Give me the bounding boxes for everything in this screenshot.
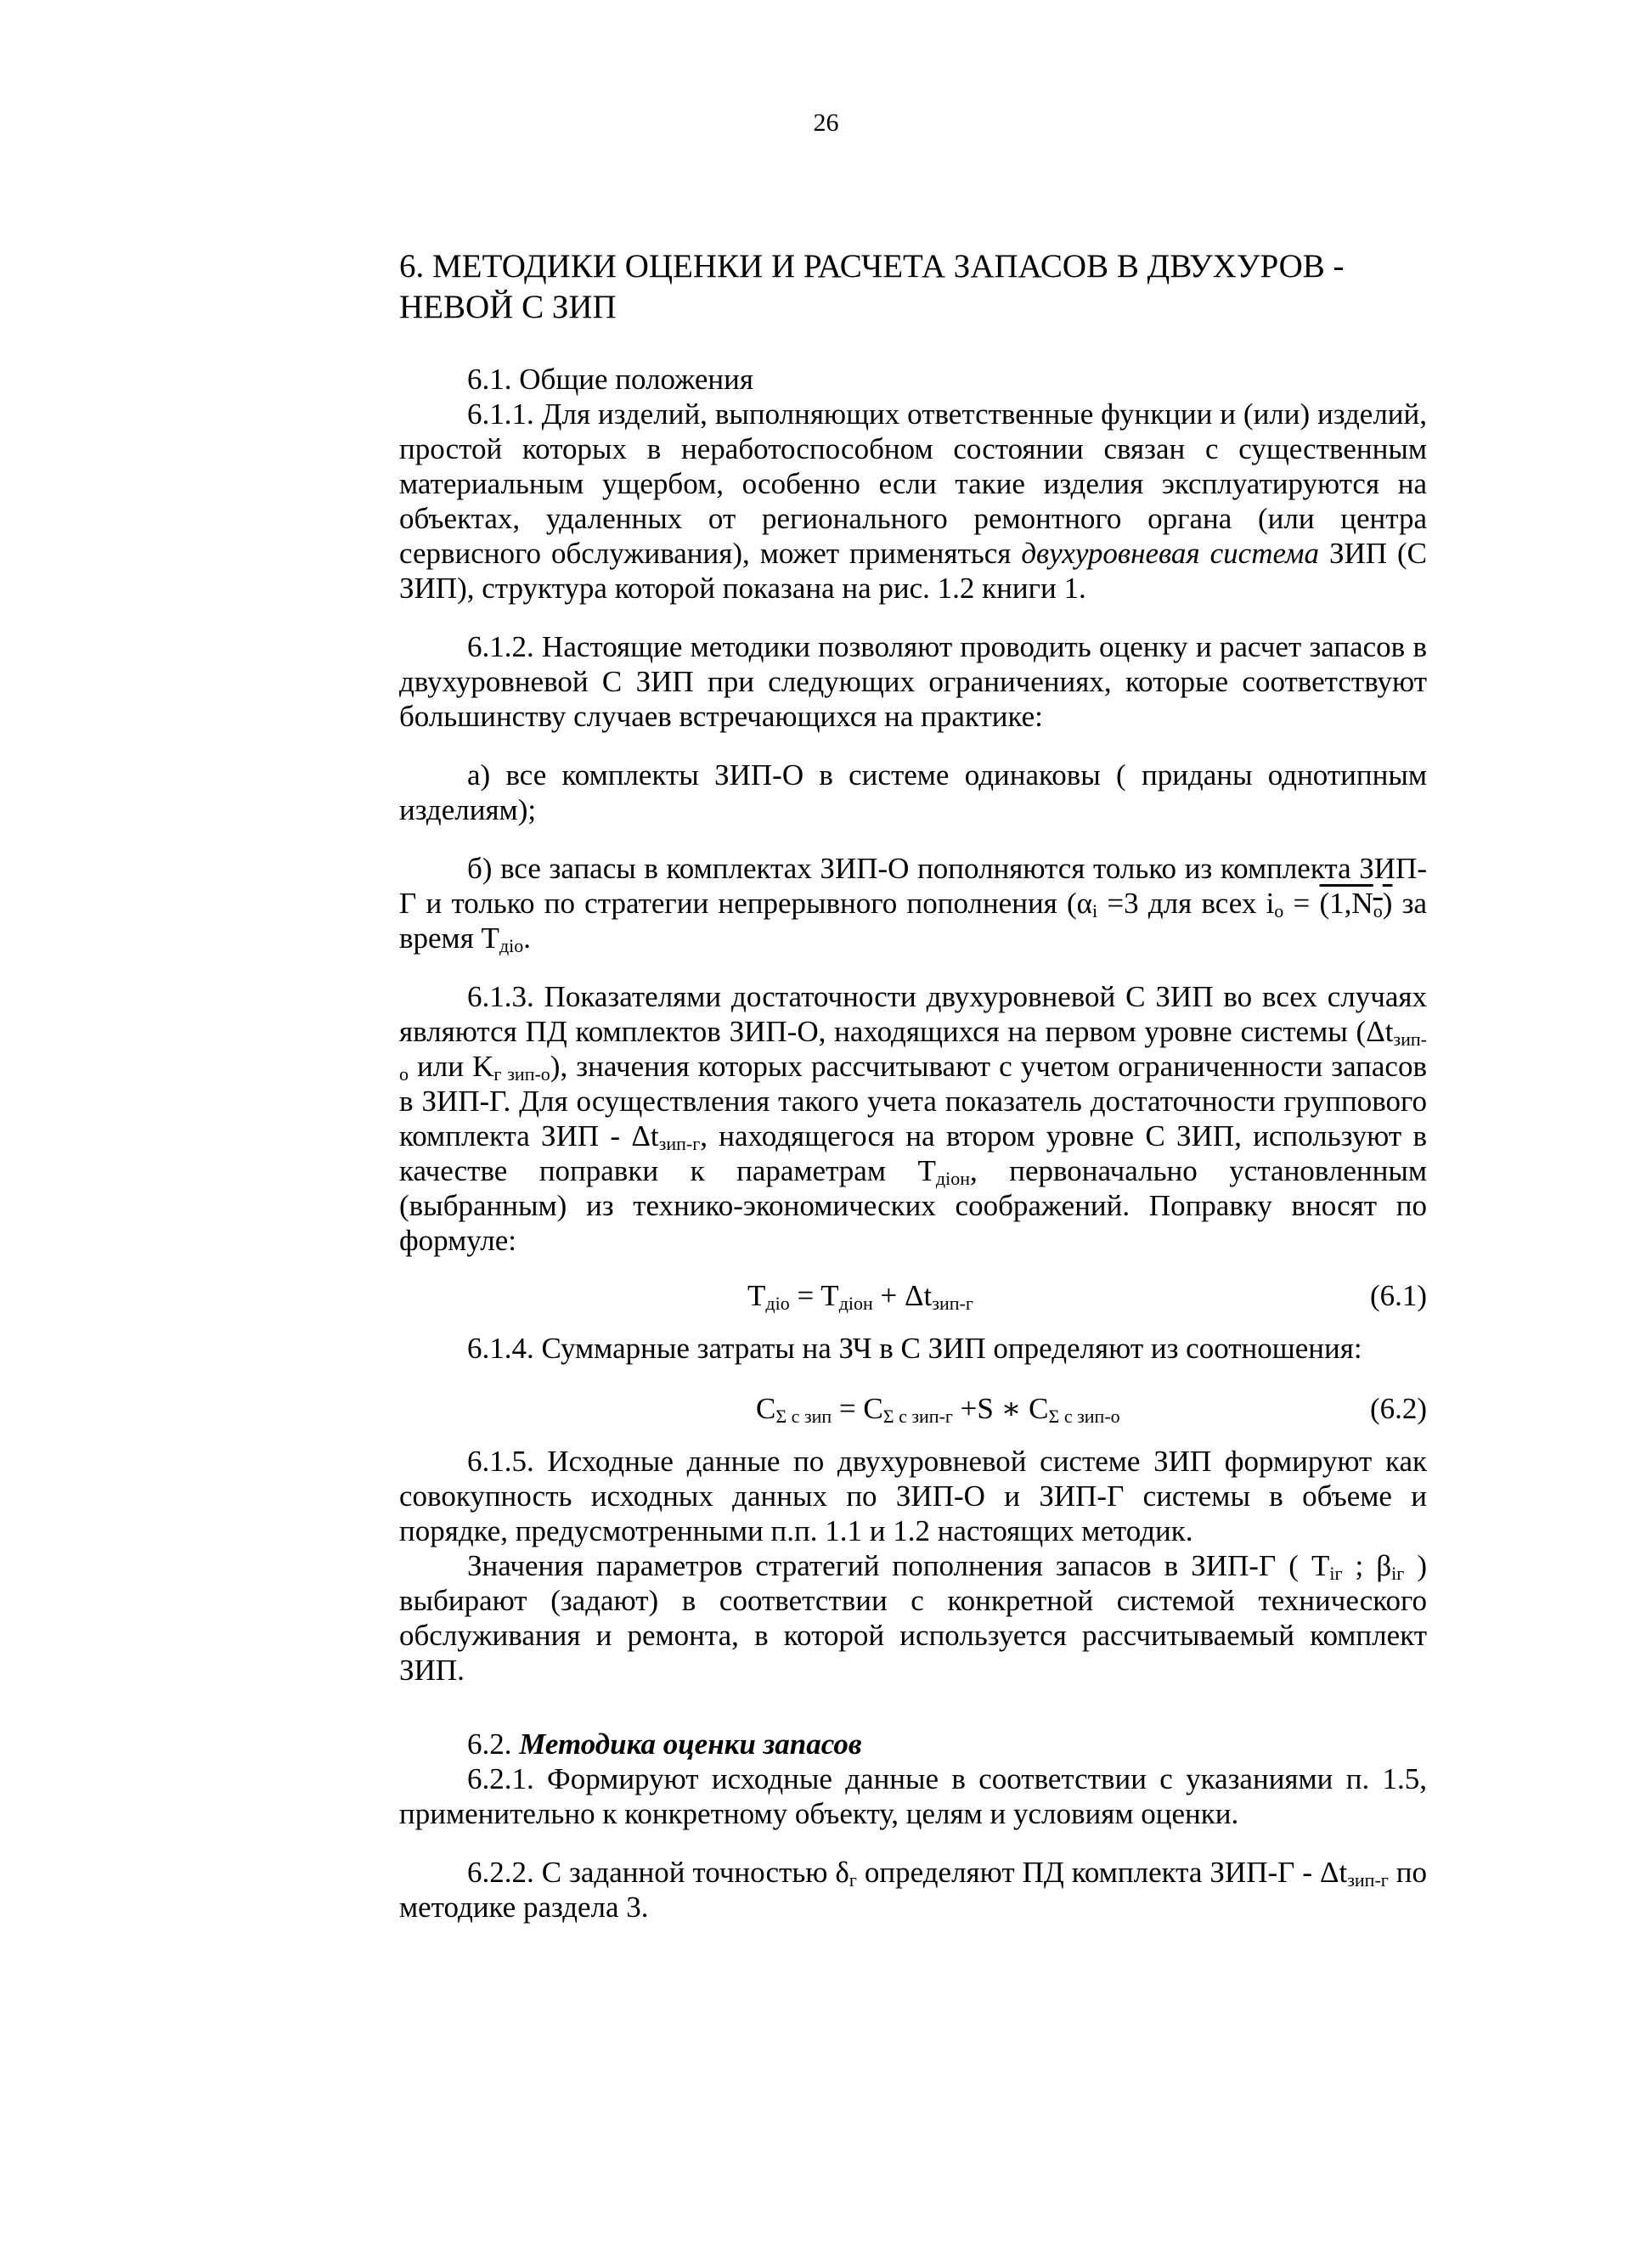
section-title: Методика оценки запасов	[519, 1727, 862, 1761]
section-heading	[399, 246, 1427, 328]
subscript: iг	[1329, 1563, 1343, 1584]
emphasis-text: двухуровневая система	[1021, 537, 1319, 570]
subscript: дiон	[935, 1168, 970, 1189]
formula-6-2	[399, 1391, 1427, 1429]
paragraph-6-1-3	[399, 979, 1427, 1258]
list-item-a: а) все комплекты ЗИП-О в системе одинаковы ( приданы однотипным изделиям);	[399, 758, 1427, 826]
subscript: o	[1373, 900, 1383, 921]
formula-text: C	[756, 1392, 776, 1425]
list-item-b	[399, 851, 1427, 955]
section-number: 6.2.	[467, 1727, 520, 1761]
paragraph-6-1-1	[399, 397, 1427, 606]
subscript: iг	[1391, 1563, 1405, 1584]
paragraph-text: определяют ПД комплекта ЗИП-Г - Δt	[856, 1856, 1348, 1889]
paragraph-text: Значения параметров стратегий пополнения запасов в ЗИП-Г ( T	[467, 1549, 1330, 1582]
subscript: зип-о	[399, 1029, 1427, 1085]
paragraph-text: ), значения которых рассчитывают с учетом ограниченности запасов в ЗИП-Г. Для осуществления такого учета показатель достаточности группового комплекта ЗИП - Δt	[399, 1050, 1427, 1152]
range-text: )	[1382, 887, 1393, 920]
paragraph-6-1-5: 6.1.5. Исходные данные по двухуровневой системе ЗИП формируют как совокупность исходных данных по ЗИП-О и ЗИП-Г системы в объеме и порядке, предусмотренными п.п. 1.1 и 1.2 настоящих методик.	[399, 1445, 1427, 1547]
subscript: Σ с зип-г	[882, 1406, 953, 1427]
paragraph-text: б) все запасы в комплектах ЗИП-О пополняются только из комплекта ЗИП-Г и только по стратегии непрерывного пополнения (α	[399, 852, 1427, 920]
subscript: дiон	[838, 1293, 873, 1314]
subscript: Σ с зип-о	[1048, 1406, 1120, 1427]
subscript: i	[1092, 900, 1098, 921]
paragraph-text: =	[1283, 887, 1320, 920]
paragraph-text: =3 для всех i	[1097, 887, 1275, 920]
paragraph-6-2-1: 6.2.1. Формируют исходные данные в соответствии с указаниями п. 1.5, применительно к конкретному объекту, целям и условиям оценки.	[399, 1762, 1427, 1830]
paragraph-6-2-2	[399, 1855, 1427, 1925]
subsection-title-6-1: 6.1. Общие положения	[467, 363, 753, 396]
formula-number: (6.1)	[1369, 1279, 1427, 1312]
subscript: зип-г	[1347, 1869, 1389, 1891]
subscript: o	[1274, 900, 1284, 921]
subscript: зип-г	[932, 1293, 973, 1314]
paragraph-text: 6.2.2. С заданной точностью δ	[467, 1856, 849, 1889]
formula-text: + Δt	[872, 1279, 933, 1312]
paragraph-text: 6.1.3. Показателями достаточности двухуровневой С ЗИП во всех случаях являются ПД комплектов ЗИП-О, находящихся на первом уровне системы (Δt	[399, 980, 1427, 1048]
formula-expression	[756, 1391, 1120, 1426]
subscript: г зип-о	[493, 1063, 550, 1085]
subsection-title-6-2	[399, 1727, 1427, 1761]
formula-6-1	[399, 1278, 1427, 1316]
paragraph-text: по методике раздела 3.	[399, 1856, 1427, 1924]
paragraph-text: за время T	[399, 887, 1427, 955]
index-range	[1320, 887, 1393, 920]
subscript: дio	[499, 935, 524, 956]
paragraph-text: ; β	[1342, 1549, 1392, 1582]
heading-line-1: 6. МЕТОДИКИ ОЦЕНКИ И РАСЧЕТА ЗАПАСОВ В ДВУХУРОВ -	[399, 248, 1345, 285]
paragraph-text: ЗИП (С ЗИП), структура которой показана на рис. 1.2 книги 1.	[399, 537, 1427, 605]
formula-text: +S ∗ C	[952, 1392, 1049, 1425]
paragraph-6-1-4: 6.1.4. Суммарные затраты на ЗЧ в С ЗИП определяют из соотношения:	[467, 1332, 1362, 1365]
paragraph-text: 6.1.1. Для изделий, выполняющих ответственные функции и (или) изделий, простой которых в неработоспособном состоянии связан с существенным материальным ущербом, особенно если такие изделия эксплуатируются на объектах, удаленных от регионального ремонтного органа (или центра сервисного обслуживания), может применяться	[399, 397, 1427, 570]
subscript: г	[849, 1869, 857, 1891]
paragraph-text: ) выбирают (задают) в соответствии с конкретной системой технического обслуживания и ремонта, в которой используется рассчитываемый комплект ЗИП.	[399, 1549, 1427, 1687]
heading-line-2: НЕВОЙ С ЗИП	[399, 289, 617, 325]
subscript: Σ с зип	[775, 1406, 832, 1427]
subscript: зип-г	[658, 1133, 701, 1154]
document-body	[399, 246, 1427, 1925]
formula-number: (6.2)	[1369, 1392, 1427, 1425]
formula-text: = T	[789, 1279, 839, 1312]
formula-text: T	[747, 1279, 766, 1312]
paragraph-text: или K	[409, 1050, 494, 1083]
subscript: дio	[765, 1293, 790, 1314]
paragraph-text: , первоначально установленным (выбранным) из технико-экономических соображений. Поправку вносят по формуле:	[399, 1154, 1427, 1257]
paragraph-6-1-5-continued	[399, 1548, 1427, 1688]
paragraph-6-1-2: 6.1.2. Настоящие методики позволяют проводить оценку и расчет запасов в двухуровневой С ЗИП при следующих ограничениях, которые соответствуют большинству случаев встречающихся на практике:	[399, 630, 1427, 733]
paragraph-text: , находящегося на втором уровне С ЗИП, используют в качестве поправки к параметрам T	[399, 1119, 1427, 1187]
page-number: 26	[813, 109, 839, 137]
formula-expression	[747, 1278, 973, 1313]
formula-text: = C	[832, 1392, 883, 1425]
paragraph-text: .	[523, 921, 531, 955]
range-text: (1,N	[1319, 887, 1373, 920]
